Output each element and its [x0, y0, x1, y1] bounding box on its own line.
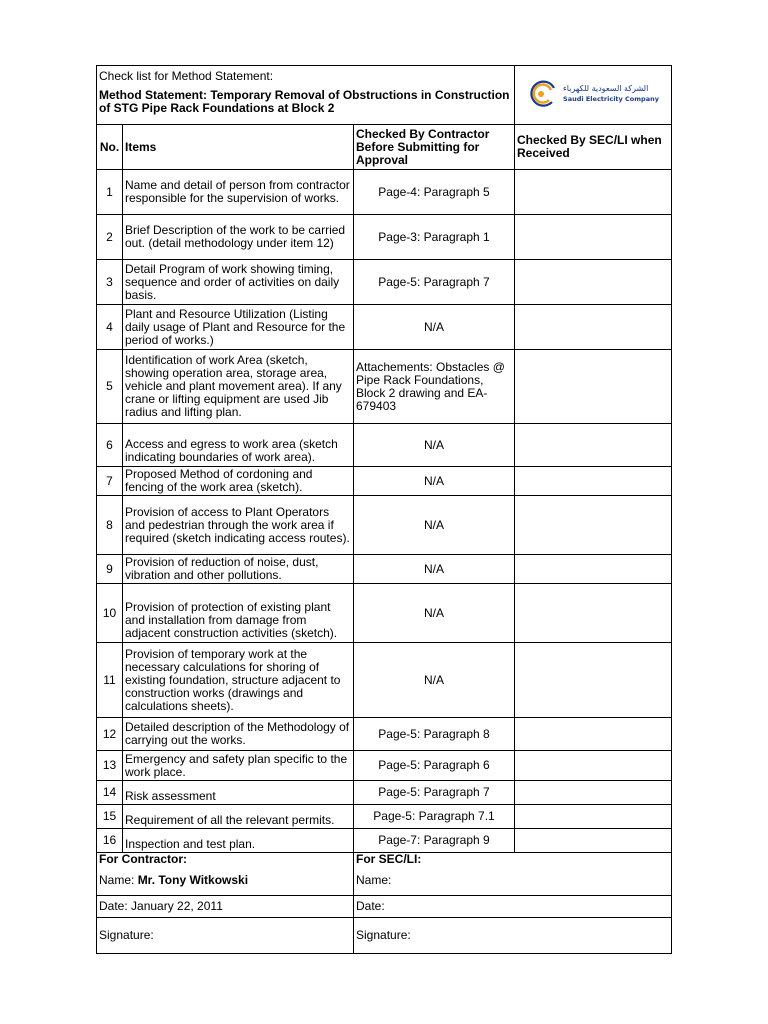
row-sec-check [515, 584, 672, 643]
column-header-items: Items [123, 125, 354, 170]
row-contractor-check: Page-5: Paragraph 6 [354, 751, 515, 781]
row-sec-check [515, 643, 672, 718]
row-number: 10 [97, 584, 123, 643]
row-contractor-check: Attachements: Obstacles @ Pipe Rack Foundations, Block 2 drawing and EA-679403 [354, 350, 515, 424]
row-number: 16 [97, 829, 123, 853]
sec-logo-icon [527, 79, 557, 109]
table-row [97, 305, 672, 350]
row-item: Plant and Resource Utilization (Listing daily usage of Plant and Resource for the period of works.) [123, 305, 354, 350]
row-contractor-check: N/A [354, 643, 515, 718]
contractor-name-cell [97, 866, 354, 896]
row-contractor-check: N/A [354, 424, 515, 467]
row-item: Identification of work Area (sketch, showing operation area, storage area, vehicle and plant movement area). If any crane or lifting equipment are used Jib radius and lifting plan. [123, 350, 354, 424]
row-item: Name and detail of person from contractor responsible for the supervision of works. [123, 170, 354, 215]
row-item: Requirement of all the relevant permits. [123, 805, 354, 829]
row-number: 7 [97, 467, 123, 496]
table-row [97, 751, 672, 781]
row-sec-check [515, 215, 672, 260]
row-contractor-check: N/A [354, 555, 515, 584]
row-sec-check [515, 260, 672, 305]
sec-date-field: Date: [354, 896, 672, 918]
table-row [97, 215, 672, 260]
table-row [97, 643, 672, 718]
row-contractor-check: Page-3: Paragraph 1 [354, 215, 515, 260]
method-statement-title: Method Statement: Temporary Removal of Obstructions in Construction of STG Pipe Rack Foundations at Block 2 [99, 88, 510, 115]
row-sec-check [515, 305, 672, 350]
logo-english-text: Saudi Electricity Company [563, 94, 659, 103]
row-sec-check [515, 718, 672, 751]
table-row [97, 718, 672, 751]
contractor-name-label: Name: [99, 872, 138, 887]
row-contractor-check: Page-5: Paragraph 8 [354, 718, 515, 751]
table-row [97, 555, 672, 584]
table-row [97, 496, 672, 555]
row-item: Access and egress to work area (sketch indicating boundaries of work area). [123, 424, 354, 467]
row-number: 15 [97, 805, 123, 829]
row-item: Provision of reduction of noise, dust, vibration and other pollutions. [123, 555, 354, 584]
row-sec-check [515, 805, 672, 829]
for-contractor-heading: For Contractor: [97, 853, 354, 866]
table-row [97, 584, 672, 643]
row-contractor-check: N/A [354, 584, 515, 643]
row-number: 12 [97, 718, 123, 751]
row-item: Inspection and test plan. [123, 829, 354, 853]
row-number: 9 [97, 555, 123, 584]
row-item: Provision of access to Plant Operators and pedestrian through the work area if required (sketch indicating access routes). [123, 496, 354, 555]
row-item: Risk assessment [123, 781, 354, 805]
sec-logo [527, 79, 659, 109]
for-sec-heading: For SEC/LI: [354, 853, 672, 866]
row-contractor-check: N/A [354, 467, 515, 496]
row-item: Provision of temporary work at the necessary calculations for shoring of existing foundation, structure adjacent to construction works (drawings and calculations sheets). [123, 643, 354, 718]
row-sec-check [515, 350, 672, 424]
row-contractor-check: Page-4: Paragraph 5 [354, 170, 515, 215]
row-sec-check [515, 781, 672, 805]
row-item: Detail Program of work showing timing, sequence and order of activities on daily basis. [123, 260, 354, 305]
row-number: 6 [97, 424, 123, 467]
row-sec-check [515, 555, 672, 584]
row-number: 14 [97, 781, 123, 805]
sec-signature-field: Signature: [354, 918, 672, 954]
title-block [97, 66, 515, 125]
row-number: 8 [97, 496, 123, 555]
table-row [97, 260, 672, 305]
table-row [97, 170, 672, 215]
row-number: 2 [97, 215, 123, 260]
column-header-contractor: Checked By Contractor Before Submitting for Approval [354, 125, 515, 170]
row-sec-check [515, 829, 672, 853]
checklist-table [96, 65, 672, 954]
row-contractor-check: N/A [354, 496, 515, 555]
logo-arabic-text: الشركة السعودية للكهرباء [563, 83, 649, 93]
table-row [97, 467, 672, 496]
row-item: Brief Description of the work to be carried out. (detail methodology under item 12) [123, 215, 354, 260]
row-sec-check [515, 170, 672, 215]
contractor-date-field: Date: January 22, 2011 [97, 896, 354, 918]
sec-name-field: Name: [354, 866, 672, 896]
row-item: Detailed description of the Methodology of carrying out the works. [123, 718, 354, 751]
contractor-name-value: Mr. Tony Witkowski [137, 872, 249, 887]
row-contractor-check: Page-5: Paragraph 7 [354, 781, 515, 805]
row-number: 5 [97, 350, 123, 424]
row-item: Emergency and safety plan specific to the work place. [123, 751, 354, 781]
row-number: 13 [97, 751, 123, 781]
column-header-sec: Checked By SEC/LI when Received [515, 125, 672, 170]
checklist-title: Check list for Method Statement: [99, 69, 274, 83]
row-contractor-check: N/A [354, 305, 515, 350]
contractor-signature-field: Signature: [97, 918, 354, 954]
row-contractor-check: Page-7: Paragraph 9 [354, 829, 515, 853]
row-sec-check [515, 751, 672, 781]
row-number: 4 [97, 305, 123, 350]
row-sec-check [515, 467, 672, 496]
table-row [97, 424, 672, 467]
column-header-no: No. [97, 125, 123, 170]
row-contractor-check: Page-5: Paragraph 7 [354, 260, 515, 305]
row-number: 1 [97, 170, 123, 215]
row-number: 3 [97, 260, 123, 305]
logo-cell [515, 66, 672, 125]
table-row [97, 805, 672, 829]
row-item: Provision of protection of existing plant and installation from damage from adjacent construction activities (sketch). [123, 584, 354, 643]
row-contractor-check: Page-5: Paragraph 7.1 [354, 805, 515, 829]
table-row [97, 829, 672, 853]
table-row [97, 781, 672, 805]
row-number: 11 [97, 643, 123, 718]
row-sec-check [515, 496, 672, 555]
table-row [97, 350, 672, 424]
row-sec-check [515, 424, 672, 467]
row-item: Proposed Method of cordoning and fencing of the work area (sketch). [123, 467, 354, 496]
